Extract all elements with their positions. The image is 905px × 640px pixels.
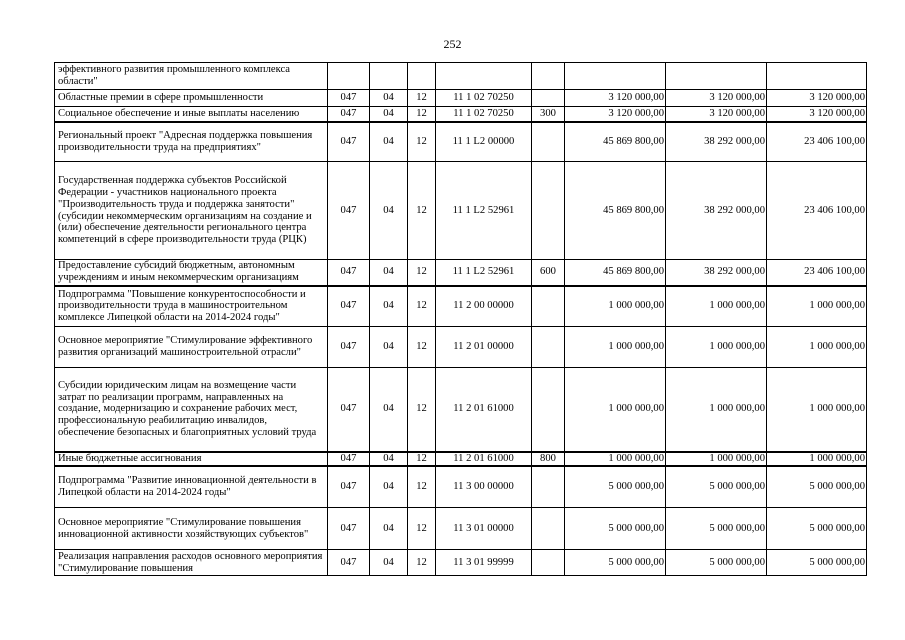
row-amount-year2: 38 292 000,00 — [666, 162, 767, 260]
row-name: Государственная поддержка субъектов Российской Федерации - участников национального проекта "Производительность труда и поддержка занятости" (субсидии некоммерческим организациям на создание и (или) обеспечение деятельности регионального центра компетенций в сфере производительности труда (РЦК) — [55, 162, 328, 260]
row-admin-code: 047 — [328, 550, 370, 576]
row-amount-year1: 5 000 000,00 — [565, 466, 666, 508]
row-amount-year3: 1 000 000,00 — [767, 452, 867, 466]
row-expense-type — [532, 63, 565, 90]
row-target-article: 11 2 01 61000 — [436, 452, 532, 466]
row-amount-year1: 5 000 000,00 — [565, 508, 666, 550]
row-section: 04 — [370, 162, 408, 260]
table-row — [55, 508, 867, 550]
row-section: 04 — [370, 90, 408, 107]
row-amount-year1: 3 120 000,00 — [565, 90, 666, 107]
row-amount-year3: 5 000 000,00 — [767, 466, 867, 508]
budget-table — [54, 62, 867, 576]
row-amount-year3: 1 000 000,00 — [767, 286, 867, 327]
table-row — [55, 327, 867, 368]
row-target-article: 11 3 01 99999 — [436, 550, 532, 576]
table-row — [55, 122, 867, 162]
row-expense-type — [532, 122, 565, 162]
row-target-article — [436, 63, 532, 90]
row-target-article: 11 1 L2 52961 — [436, 162, 532, 260]
row-amount-year3: 23 406 100,00 — [767, 260, 867, 286]
row-expense-type — [532, 90, 565, 107]
row-expense-type — [532, 466, 565, 508]
row-section — [370, 63, 408, 90]
row-amount-year2: 5 000 000,00 — [666, 550, 767, 576]
row-amount-year2: 5 000 000,00 — [666, 508, 767, 550]
row-amount-year1: 3 120 000,00 — [565, 107, 666, 122]
row-expense-type — [532, 286, 565, 327]
row-admin-code: 047 — [328, 260, 370, 286]
row-name: Субсидии юридическим лицам на возмещение части затрат по реализации программ, направленных на создание, модернизацию и сохранение рабочих мест, профессиональную реабилитацию инвалидов, обеспечение безопасных и благоприятных условий труда — [55, 368, 328, 452]
row-subsection: 12 — [408, 327, 436, 368]
row-subsection: 12 — [408, 452, 436, 466]
row-section: 04 — [370, 466, 408, 508]
row-admin-code: 047 — [328, 286, 370, 327]
row-section: 04 — [370, 508, 408, 550]
row-target-article: 11 2 01 61000 — [436, 368, 532, 452]
row-name: Иные бюджетные ассигнования — [55, 452, 328, 466]
row-amount-year3: 3 120 000,00 — [767, 107, 867, 122]
row-amount-year1: 1 000 000,00 — [565, 452, 666, 466]
row-target-article: 11 1 02 70250 — [436, 90, 532, 107]
table-row — [55, 466, 867, 508]
row-amount-year2: 38 292 000,00 — [666, 260, 767, 286]
row-subsection: 12 — [408, 508, 436, 550]
row-section: 04 — [370, 122, 408, 162]
row-amount-year1: 45 869 800,00 — [565, 122, 666, 162]
row-subsection: 12 — [408, 90, 436, 107]
row-name: Областные премии в сфере промышленности — [55, 90, 328, 107]
row-admin-code — [328, 63, 370, 90]
row-section: 04 — [370, 327, 408, 368]
row-name: Подпрограмма "Повышение конкурентоспособности и производительности труда в машиностроительном комплексе Липецкой области на 2014-2024 годы" — [55, 286, 328, 327]
row-subsection: 12 — [408, 286, 436, 327]
row-subsection: 12 — [408, 368, 436, 452]
row-amount-year3 — [767, 63, 867, 90]
row-target-article: 11 3 00 00000 — [436, 466, 532, 508]
row-expense-type: 600 — [532, 260, 565, 286]
row-expense-type: 300 — [532, 107, 565, 122]
row-amount-year3: 1 000 000,00 — [767, 327, 867, 368]
row-amount-year1: 45 869 800,00 — [565, 162, 666, 260]
row-target-article: 11 3 01 00000 — [436, 508, 532, 550]
row-section: 04 — [370, 550, 408, 576]
row-expense-type — [532, 162, 565, 260]
row-admin-code: 047 — [328, 466, 370, 508]
row-amount-year3: 5 000 000,00 — [767, 508, 867, 550]
row-name: Социальное обеспечение и иные выплаты населению — [55, 107, 328, 122]
row-amount-year3: 3 120 000,00 — [767, 90, 867, 107]
row-section: 04 — [370, 107, 408, 122]
row-target-article: 11 2 00 00000 — [436, 286, 532, 327]
row-expense-type — [532, 550, 565, 576]
table-row — [55, 368, 867, 452]
row-amount-year3: 23 406 100,00 — [767, 162, 867, 260]
row-amount-year1: 45 869 800,00 — [565, 260, 666, 286]
row-subsection: 12 — [408, 550, 436, 576]
row-amount-year2: 3 120 000,00 — [666, 90, 767, 107]
table-row — [55, 90, 867, 107]
page-number: 252 — [443, 37, 462, 51]
table-row — [55, 286, 867, 327]
row-admin-code: 047 — [328, 368, 370, 452]
table-row — [55, 452, 867, 466]
row-amount-year3: 23 406 100,00 — [767, 122, 867, 162]
row-amount-year2: 1 000 000,00 — [666, 286, 767, 327]
row-amount-year1: 1 000 000,00 — [565, 286, 666, 327]
table-row — [55, 63, 867, 90]
table-row — [55, 260, 867, 286]
table-row — [55, 107, 867, 122]
row-amount-year2 — [666, 63, 767, 90]
row-subsection: 12 — [408, 122, 436, 162]
row-name: Реализация направления расходов основного мероприятия "Стимулирование повышения — [55, 550, 328, 576]
row-expense-type — [532, 368, 565, 452]
row-amount-year2: 3 120 000,00 — [666, 107, 767, 122]
row-name: Предоставление субсидий бюджетным, автономным учреждениям и иным некоммерческим организациям — [55, 260, 328, 286]
row-amount-year1 — [565, 63, 666, 90]
row-name: Подпрограмма "Развитие инновационной деятельности в Липецкой области на 2014-2024 годы" — [55, 466, 328, 508]
row-expense-type — [532, 508, 565, 550]
row-name: Региональный проект "Адресная поддержка повышения производительности труда на предприятиях" — [55, 122, 328, 162]
row-amount-year1: 1 000 000,00 — [565, 368, 666, 452]
row-admin-code: 047 — [328, 162, 370, 260]
row-target-article: 11 1 L2 00000 — [436, 122, 532, 162]
row-amount-year2: 5 000 000,00 — [666, 466, 767, 508]
row-section: 04 — [370, 452, 408, 466]
row-amount-year3: 5 000 000,00 — [767, 550, 867, 576]
row-amount-year1: 5 000 000,00 — [565, 550, 666, 576]
row-admin-code: 047 — [328, 107, 370, 122]
row-section: 04 — [370, 260, 408, 286]
table-row — [55, 162, 867, 260]
row-target-article: 11 2 01 00000 — [436, 327, 532, 368]
row-admin-code: 047 — [328, 327, 370, 368]
row-amount-year2: 1 000 000,00 — [666, 327, 767, 368]
row-amount-year2: 1 000 000,00 — [666, 452, 767, 466]
row-name: Основное мероприятие "Стимулирование эффективного развития организаций машиностроительной отрасли" — [55, 327, 328, 368]
row-subsection: 12 — [408, 466, 436, 508]
row-target-article: 11 1 L2 52961 — [436, 260, 532, 286]
row-admin-code: 047 — [328, 452, 370, 466]
row-subsection: 12 — [408, 162, 436, 260]
row-name: эффективного развития промышленного комплекса области" — [55, 63, 328, 90]
row-section: 04 — [370, 286, 408, 327]
row-subsection: 12 — [408, 107, 436, 122]
row-admin-code: 047 — [328, 122, 370, 162]
row-admin-code: 047 — [328, 90, 370, 107]
row-section: 04 — [370, 368, 408, 452]
row-amount-year2: 38 292 000,00 — [666, 122, 767, 162]
row-subsection: 12 — [408, 260, 436, 286]
row-admin-code: 047 — [328, 508, 370, 550]
table-row — [55, 550, 867, 576]
row-amount-year2: 1 000 000,00 — [666, 368, 767, 452]
row-expense-type — [532, 327, 565, 368]
row-name: Основное мероприятие "Стимулирование повышения инновационной активности хозяйствующих субъектов" — [55, 508, 328, 550]
row-target-article: 11 1 02 70250 — [436, 107, 532, 122]
row-subsection — [408, 63, 436, 90]
row-amount-year3: 1 000 000,00 — [767, 368, 867, 452]
row-amount-year1: 1 000 000,00 — [565, 327, 666, 368]
row-expense-type: 800 — [532, 452, 565, 466]
